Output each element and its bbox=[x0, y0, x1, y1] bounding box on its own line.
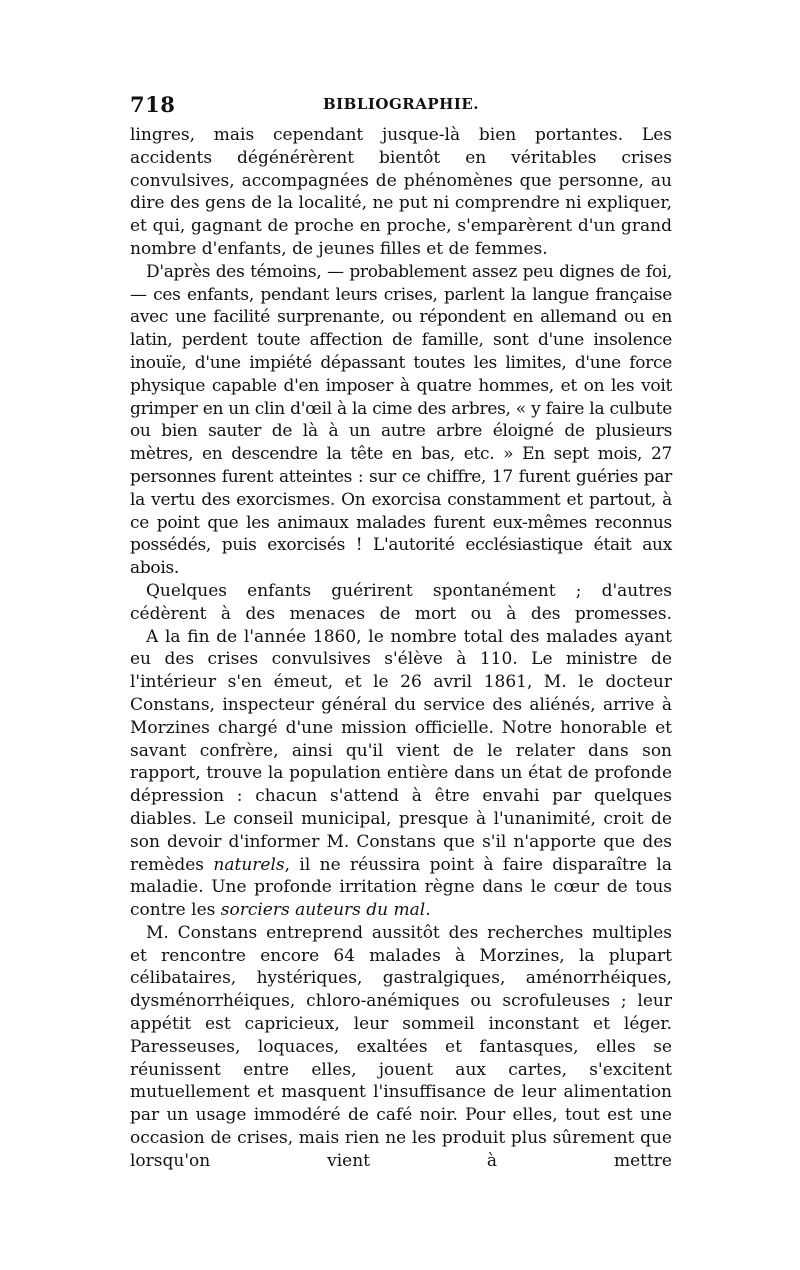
page-header bbox=[130, 92, 672, 116]
running-title: BIBLIOGRAPHIE. bbox=[322, 95, 480, 113]
page-number: 718 bbox=[130, 92, 176, 117]
paragraph-3: Quelques enfants guérirent spontanément ; d'autres cédèrent à des menaces de mort ou à des promesses. bbox=[130, 580, 672, 624]
paragraph-2: D'après des témoins, — probablement assez peu dignes de foi, — ces enfants, pendant leurs crises, parlent la langue française avec une facilité surprenante, ou répondent en allemand ou en latin, perdent toute affection de famille, sont d'une insolence inouïe, d'une impiété dépassant toutes les limites, d'une force physique capable d'en imposer à quatre hommes, et on les voit grimper en un clin d'œil à la cime des arbres, « y faire la culbute ou bien sauter de là à un autre arbre éloigné de plusieurs mètres, en descendre la tête en bas, etc. » En sept mois, 27 personnes furent atteintes : sur ce chiffre, 17 furent guéries par la vertu des exorcismes. On exorcisa constamment et partout, à ce point que les animaux malades furent eux-mêmes reconnus possédés, puis exorcisés ! L'autorité ecclésiastique était aux abois. bbox=[130, 261, 672, 579]
paragraph-4-text-middle: , il ne réussira point à faire disparaître la maladie. Une profonde irritation règne dans le cœur de tous contre les bbox=[130, 854, 672, 921]
paragraph-1: lingres, mais cependant jusque-là bien portantes. Les accidents dégénérèrent bientôt en véritables crises convulsives, accompagnées de phénomènes que personne, au dire des gens de la localité, ne put ni comprendre ni expliquer, et qui, gagnant de proche en proche, s'emparèrent d'un grand nombre d'enfants, de jeunes filles et de femmes. bbox=[130, 125, 672, 259]
paragraph-4-italic-naturels: naturels bbox=[213, 854, 285, 875]
body-text bbox=[130, 124, 672, 1173]
paragraph-4 bbox=[130, 626, 672, 922]
paragraph-4-text-start: A la fin de l'année 1860, le nombre total des malades ayant eu des crises convulsives s'élève à 110. Le ministre de l'intérieur s'en émeut, et le 26 avril 1861, M. le docteur Constans, inspecteur général du service des aliénés, arrive à Morzines chargé d'une mission officielle. Notre honorable et savant confrère, ainsi qu'il vient de le relater dans son rapport, trouve la population entière dans un état de profonde dépression : chacun s'attend à être envahi par quelques diables. Le conseil municipal, presque à l'unanimité, croit de son devoir d'informer M. Constans que s'il n'apporte que des remèdes bbox=[130, 626, 672, 875]
paragraph-4-italic-sorciers: sorciers auteurs du mal. bbox=[220, 900, 431, 921]
paragraph-5: M. Constans entreprend aussitôt des recherches multiples et rencontre encore 64 malades à Morzines, la plupart célibataires, hystériques, gastralgiques, aménorrhéiques, dysménorrhéiques, chloro-anémiques ou scrofuleuses ; leur appétit est capricieux, leur sommeil inconstant et léger. Paresseuses, loquaces, exaltées et fantasques, elles se réunissent entre elles, jouent aux cartes, s'excitent mutuellement et masquent l'insuffisance de leur alimentation par un usage immodéré de café noir. Pour elles, tout est une occasion de crises, mais rien ne les produit plus sûrement que lorsqu'on vient à mettre bbox=[130, 922, 672, 1171]
